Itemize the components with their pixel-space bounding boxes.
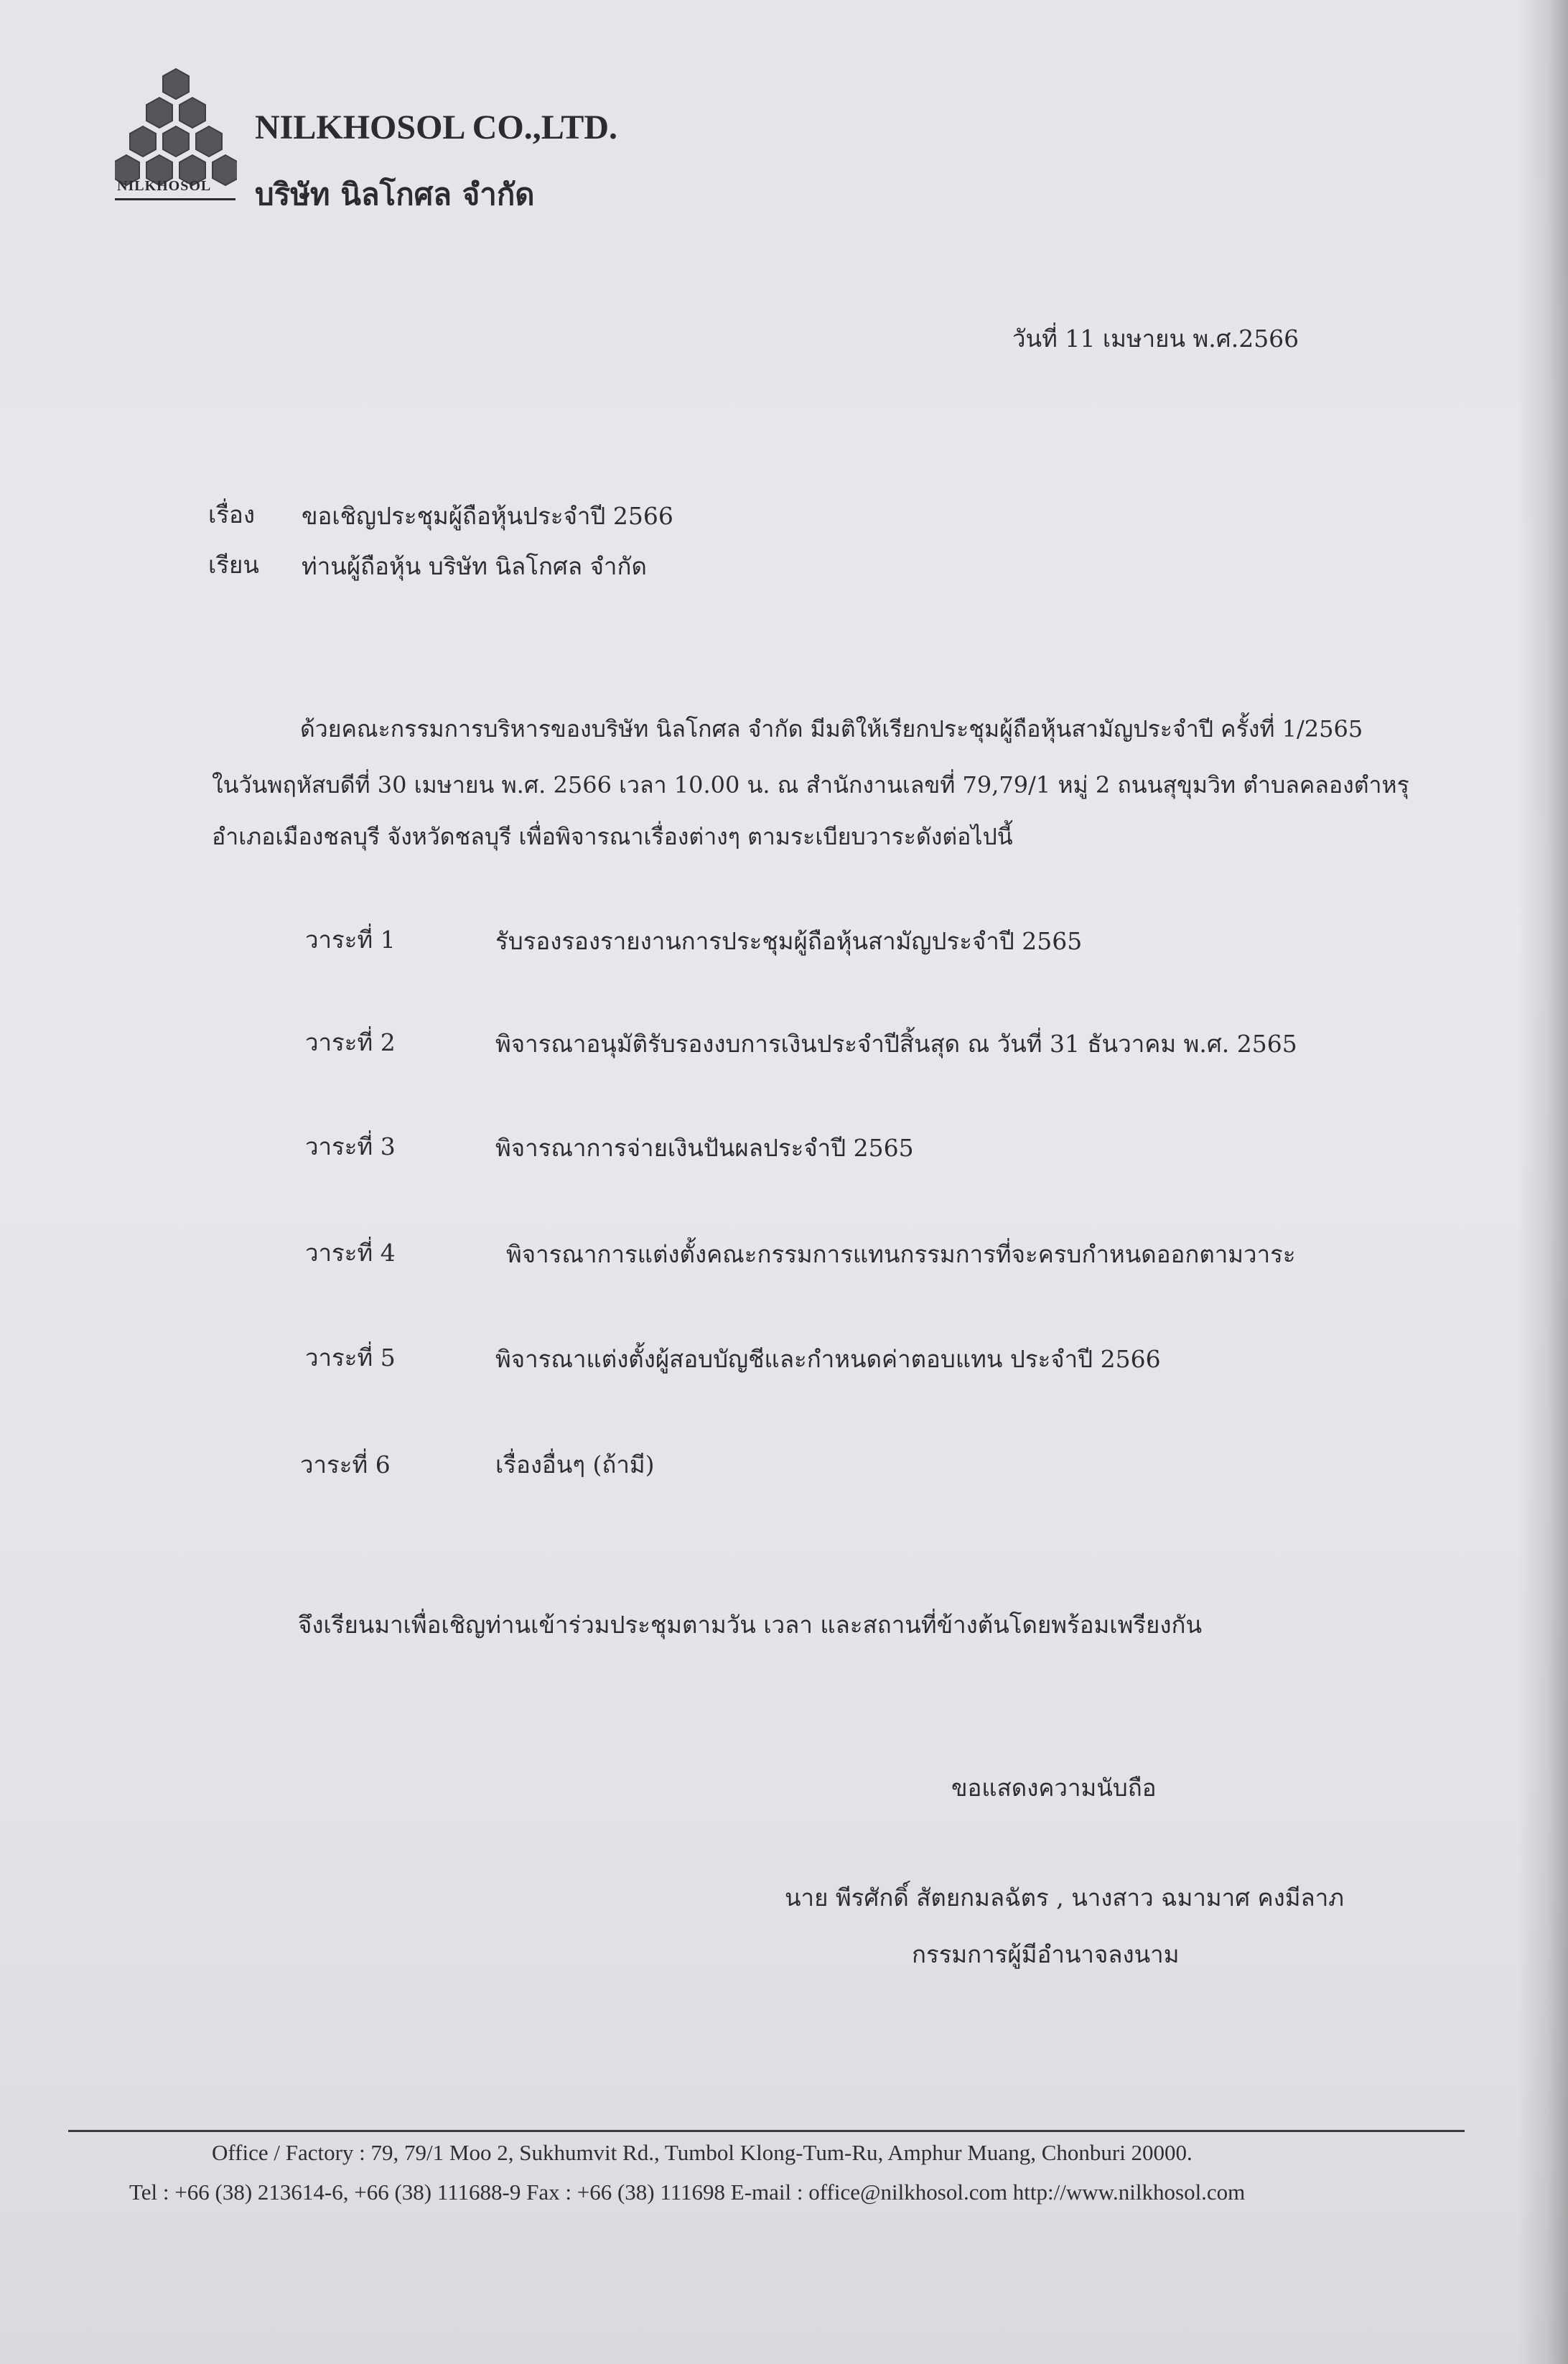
- recipient-text: ท่านผู้ถือหุ้น บริษัท นิลโกศล จำกัด: [302, 552, 647, 580]
- letter-date: วันที่ 11 เมษายน พ.ศ.2566: [1012, 325, 1299, 353]
- regards-line: ขอแสดงความนับถือ: [951, 1774, 1157, 1802]
- subject-text: ขอเชิญประชุมผู้ถือหุ้นประจำปี 2566: [302, 502, 673, 530]
- agenda-label-4: วาระที่ 4: [305, 1239, 396, 1267]
- agenda-label-6: วาระที่ 6: [300, 1451, 391, 1479]
- agenda-label-1: วาระที่ 1: [305, 926, 396, 954]
- agenda-item-5: พิจารณาแต่งตั้งผู้สอบบัญชีและกำหนดค่าตอบแทน ประจำปี 2566: [495, 1345, 1161, 1373]
- agenda-item-3: พิจารณาการจ่ายเงินปันผลประจำปี 2565: [495, 1134, 914, 1162]
- agenda-item-1: รับรองรองรายงานการประชุมผู้ถือหุ้นสามัญประจำปี 2565: [495, 927, 1083, 955]
- body-line-3: อำเภอเมืองชลบุรี จังหวัดชลบุรี เพื่อพิจารณาเรื่องต่างๆ ตามระเบียบวาระดังต่อไปนี้: [212, 823, 1013, 850]
- footer-contact: Tel : +66 (38) 213614-6, +66 (38) 111688-9 Fax : +66 (38) 111698 E-mail : office@nilkhosol.com http://www.nilkhosol.com: [129, 2179, 1246, 2205]
- body-line-1: ด้วยคณะกรรมการบริหารของบริษัท นิลโกศล จำกัด มีมติให้เรียกประชุมผู้ถือหุ้นสามัญประจำปี ครั้งที่ 1/2565: [300, 715, 1363, 743]
- logo-label: NILKHOSOL: [117, 178, 212, 194]
- subject-label: เรื่อง: [208, 501, 255, 529]
- signatory-title: กรรมการผู้มีอำนาจลงนาม: [912, 1940, 1180, 1968]
- agenda-item-4: พิจารณาการแต่งตั้งคณะกรรมการแทนกรรมการที่จะครบกำหนดออกตามวาระ: [506, 1240, 1296, 1268]
- agenda-label-2: วาระที่ 2: [305, 1028, 396, 1056]
- closing-line: จึงเรียนมาเพื่อเชิญท่านเข้าร่วมประชุมตามวัน เวลา และสถานที่ข้างต้นโดยพร้อมเพรียงกัน: [298, 1611, 1203, 1639]
- signatory-names: นาย พีรศักดิ์ สัตยกมลฉัตร , นางสาว ฉมามาศ คงมีลาภ: [785, 1884, 1345, 1912]
- footer-address: Office / Factory : 79, 79/1 Moo 2, Sukhumvit Rd., Tumbol Klong-Tum-Ru, Amphur Muang, Chonburi 20000.: [212, 2140, 1193, 2165]
- company-name-th: บริษัท นิลโกศล จำกัด: [255, 177, 535, 212]
- company-logo-icon: [115, 66, 237, 195]
- page-edge-shadow: [1518, 0, 1568, 2364]
- agenda-label-5: วาระที่ 5: [305, 1344, 396, 1372]
- logo-underline: [115, 198, 235, 200]
- body-line-2: ในวันพฤหัสบดีที่ 30 เมษายน พ.ศ. 2566 เวลา 10.00 น. ณ สำนักงานเลขที่ 79,79/1 หมู่ 2 ถนนสุขุมวิท ตำบลคลองตำหรุ: [212, 771, 1409, 799]
- footer-divider: [68, 2130, 1465, 2132]
- agenda-item-6: เรื่องอื่นๆ (ถ้ามี): [495, 1451, 655, 1479]
- company-name-en: NILKHOSOL CO.,LTD.: [255, 108, 618, 146]
- recipient-label: เรียน: [208, 551, 259, 579]
- agenda-label-3: วาระที่ 3: [305, 1132, 396, 1160]
- agenda-item-2: พิจารณาอนุมัติรับรองงบการเงินประจำปีสิ้นสุด ณ วันที่ 31 ธันวาคม พ.ศ. 2565: [495, 1030, 1297, 1058]
